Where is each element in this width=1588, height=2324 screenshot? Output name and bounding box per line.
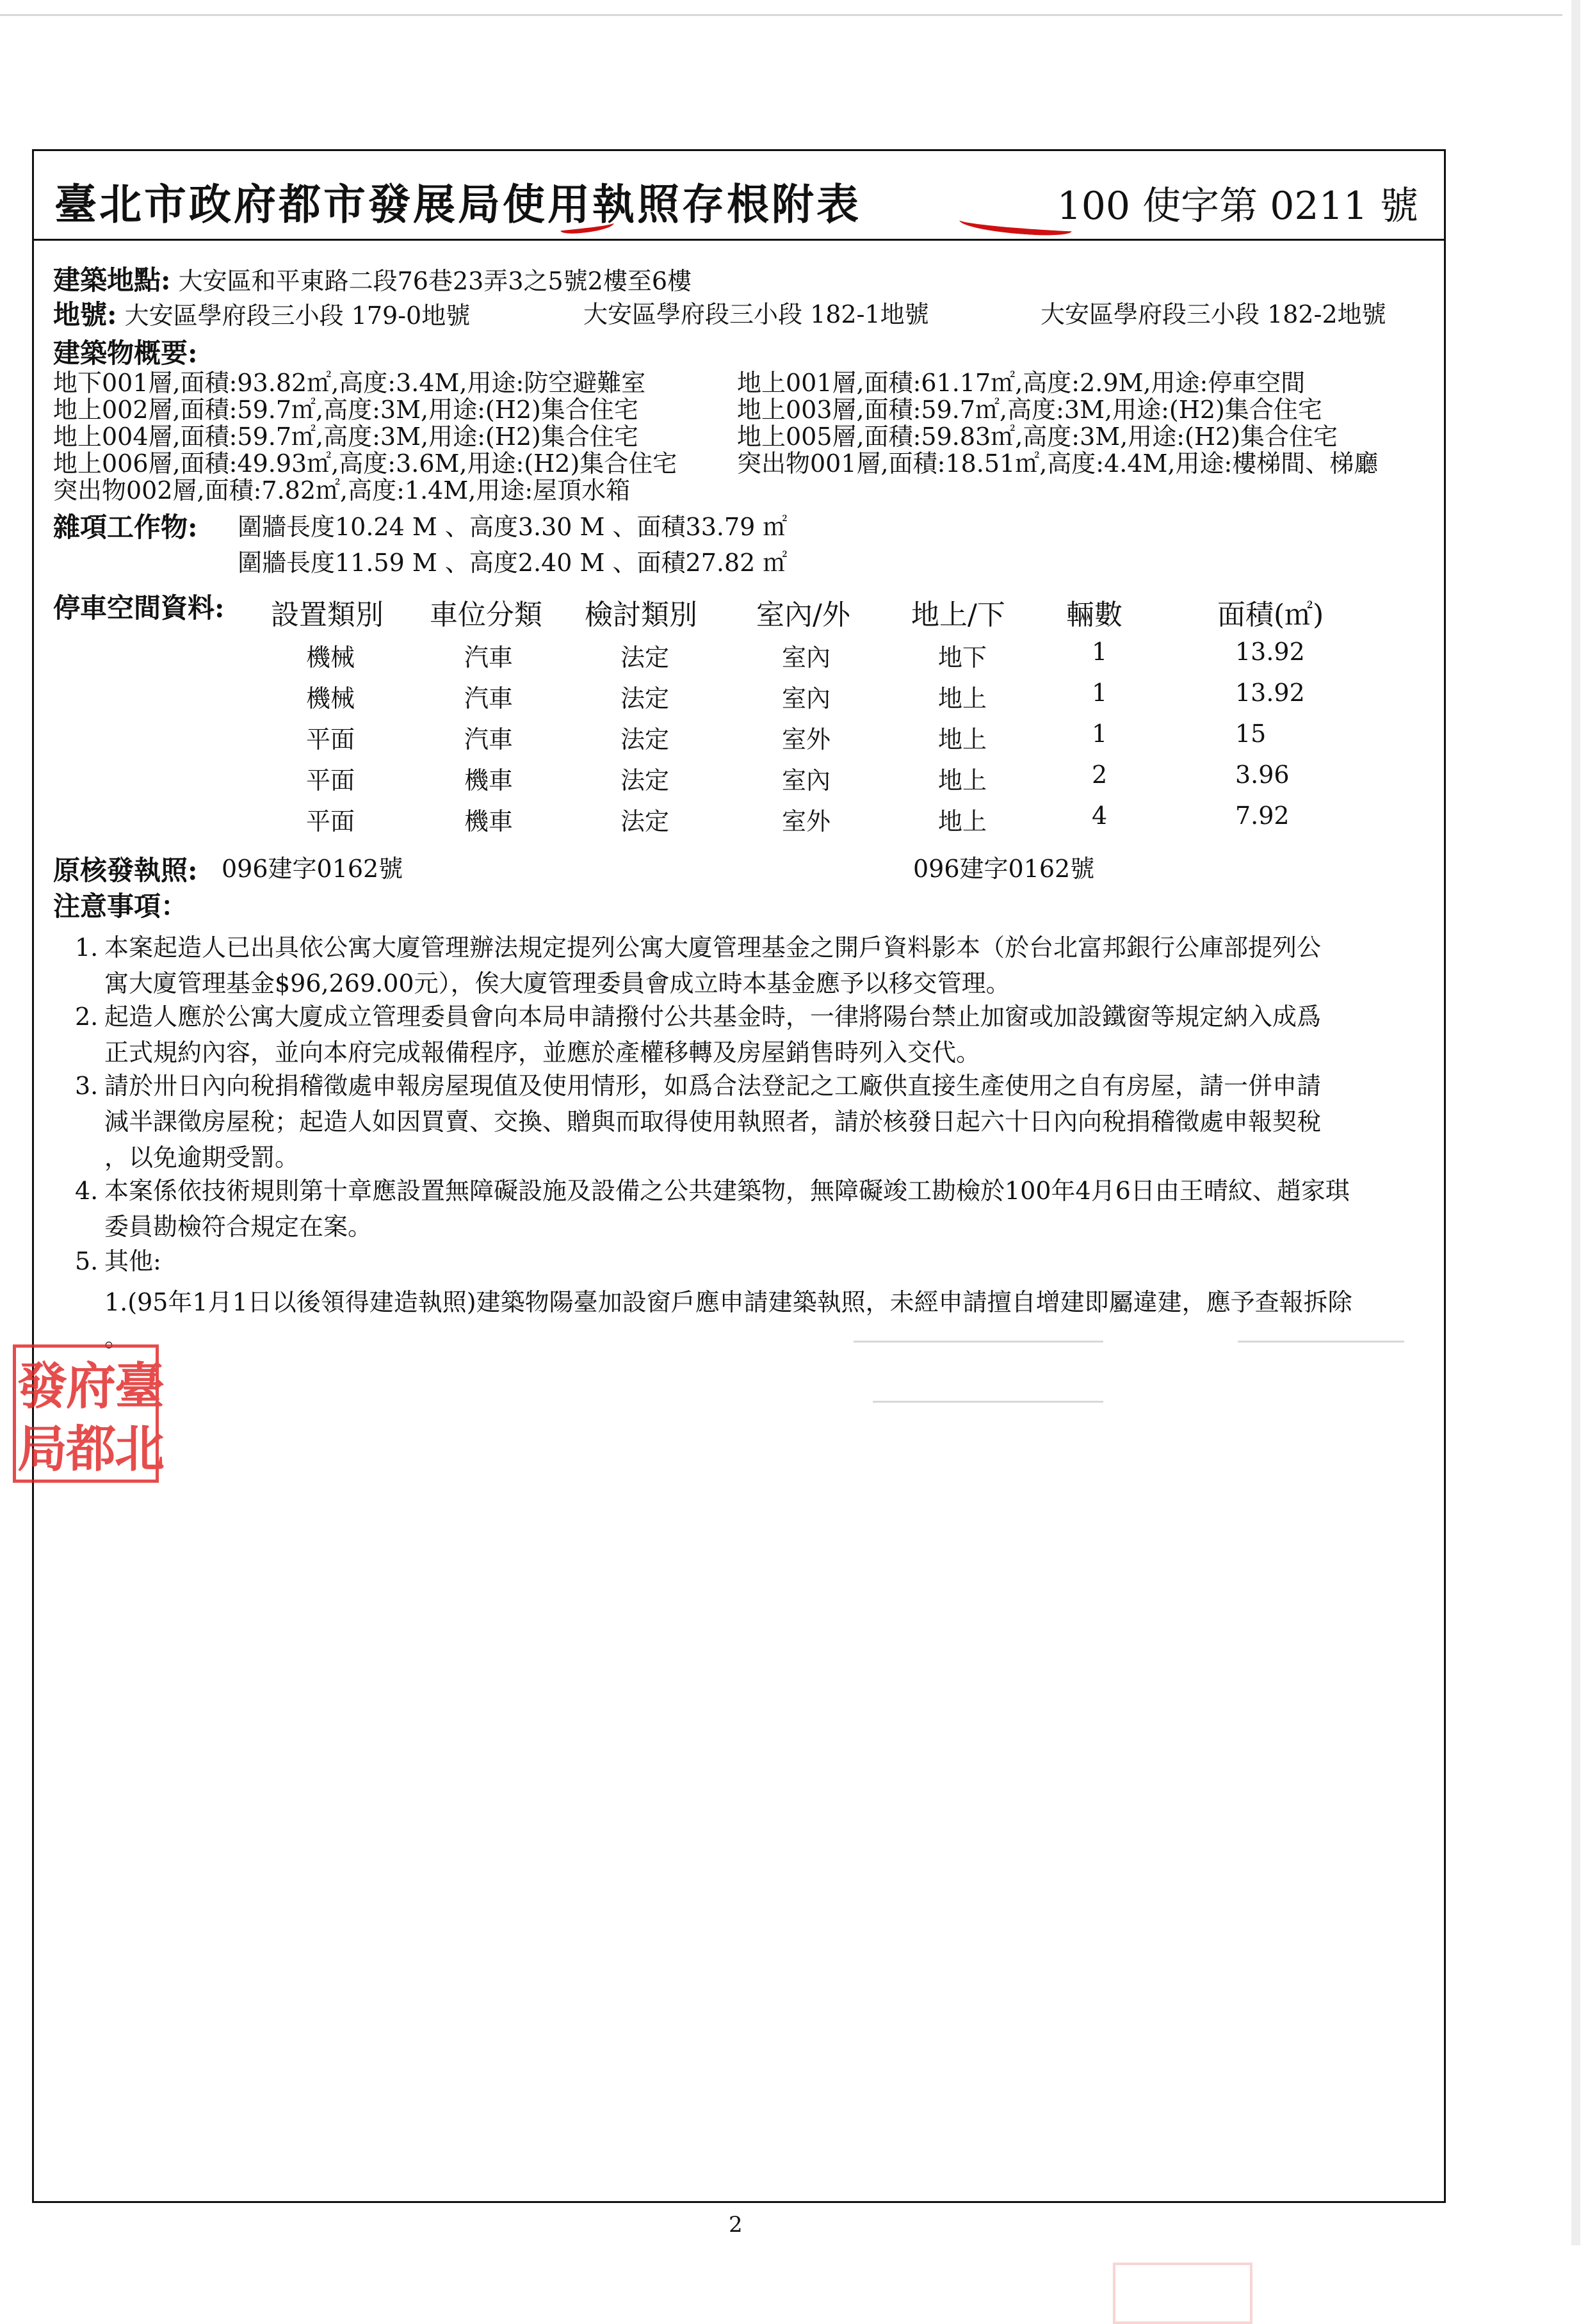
parking-cell: 機械 xyxy=(306,643,355,672)
parking-cell: 4 xyxy=(1092,802,1108,830)
parking-cell: 13.92 xyxy=(1235,638,1305,666)
parking-cell: 平面 xyxy=(306,725,355,754)
summary-left-5: 突出物002層,面積:7.82㎡,高度:1.4M,用途:屋頂水箱 xyxy=(53,476,631,504)
summary-right-1: 地上001層,面積:61.17㎡,高度:2.9M,用途:停車空間 xyxy=(737,369,1306,397)
parking-header: 檢討類別 xyxy=(585,599,697,631)
note-line: 1.(95年1月1日以後領得建造執照)建築物陽臺加設窗戶應申請建築執照，未經申請擅自增建即屬違建，應予查報拆除 xyxy=(104,1288,1352,1316)
seal-char: 臺 xyxy=(115,1357,165,1416)
show-through-mark xyxy=(873,1401,1103,1403)
original-permit-label: 原核發執照: xyxy=(53,855,198,886)
note-line: 起造人應於公寓大廈成立管理委員會向本局申請撥付公共基金時，一律將陽台禁止加窗或加設鐵窗等規定納入成爲 xyxy=(104,1003,1322,1031)
document-title: 臺北市政府都市發展局使用執照存根附表 xyxy=(54,179,861,229)
official-seal xyxy=(13,1344,165,1483)
seal-char: 府 xyxy=(66,1357,117,1416)
parking-cell: 室外 xyxy=(782,807,831,835)
scan-edge-top xyxy=(0,14,1562,16)
misc-work-2: 圍牆長度11.59 M 、高度2.40 M 、面積27.82 ㎡ xyxy=(238,549,788,577)
faint-stamp-mark xyxy=(1113,2263,1252,2324)
parking-header: 車位分類 xyxy=(430,599,542,631)
scan-edge-right xyxy=(1571,0,1580,2245)
lot-label: 地號: xyxy=(53,299,117,330)
summary-right-2: 地上003層,面積:59.7㎡,高度:3M,用途:(H2)集合住宅 xyxy=(737,396,1322,424)
note-line: 本案係依技術規則第十章應設置無障礙設施及設備之公共建築物，無障礙竣工勘檢於100年4月6日由王晴紋、趙家琪 xyxy=(104,1177,1350,1205)
note-line: 。 xyxy=(104,1324,129,1352)
parking-header: 室內/外 xyxy=(756,599,850,631)
summary-left-4: 地上006層,面積:49.93㎡,高度:3.6M,用途:(H2)集合住宅 xyxy=(53,449,677,478)
parking-cell: 機車 xyxy=(464,766,514,795)
parking-header: 面積(㎡) xyxy=(1217,599,1324,631)
lot-3: 大安區學府段三小段 182-2地號 xyxy=(1041,300,1386,328)
note-line: 減半課徵房屋稅；起造人如因買賣、交換、贈與而取得使用執照者，請於核發日起六十日內向稅捐稽徵處申報契稅 xyxy=(104,1108,1322,1136)
location-value: 大安區和平東路二段76巷23弄3之5號2樓至6樓 xyxy=(178,267,692,295)
summary-left-3: 地上004層,面積:59.7㎡,高度:3M,用途:(H2)集合住宅 xyxy=(53,423,638,451)
parking-cell: 法定 xyxy=(620,807,670,835)
parking-cell: 13.92 xyxy=(1235,679,1305,707)
parking-cell: 2 xyxy=(1092,761,1108,789)
parking-cell: 汽車 xyxy=(464,643,514,672)
parking-header: 設置類別 xyxy=(271,599,384,631)
note-line: 寓大廈管理基金$96,269.00元），俟大廈管理委員會成立時本基金應予以移交管理。 xyxy=(104,969,1010,997)
parking-cell: 地上 xyxy=(938,684,987,713)
parking-cell: 地上 xyxy=(938,766,987,795)
parking-cell: 1 xyxy=(1092,720,1108,748)
show-through-mark xyxy=(1238,1341,1404,1343)
seal-char: 北 xyxy=(115,1420,165,1478)
building-summary-label: 建築物概要: xyxy=(53,337,198,369)
parking-cell: 機車 xyxy=(464,807,514,835)
parking-cell: 法定 xyxy=(620,725,670,754)
seal-char: 都 xyxy=(66,1420,117,1478)
note-line: 其他: xyxy=(104,1247,161,1275)
parking-cell: 室內 xyxy=(782,684,831,713)
misc-work-1: 圍牆長度10.24 M 、高度3.30 M 、面積33.79 ㎡ xyxy=(238,513,788,541)
note-line: 本案起造人已出具依公寓大廈管理辦法規定提列公寓大廈管理基金之開戶資料影本（於台北富邦銀行公庫部提列公 xyxy=(104,933,1322,962)
note-number: 5. xyxy=(75,1247,99,1275)
summary-left-2: 地上002層,面積:59.7㎡,高度:3M,用途:(H2)集合住宅 xyxy=(53,396,638,424)
parking-cell: 法定 xyxy=(620,766,670,795)
parking-cell: 室外 xyxy=(782,725,831,754)
parking-cell: 法定 xyxy=(620,684,670,713)
note-number: 3. xyxy=(75,1072,99,1100)
permit-number: 100 使字第 0211 號 xyxy=(1057,184,1418,229)
parking-header: 地上/下 xyxy=(911,599,1005,631)
parking-cell: 機械 xyxy=(306,684,355,713)
parking-cell: 汽車 xyxy=(464,725,514,754)
title-row xyxy=(34,151,1444,241)
lot-2: 大安區學府段三小段 182-1地號 xyxy=(583,300,929,328)
parking-header: 輛數 xyxy=(1066,599,1122,631)
note-number: 1. xyxy=(75,933,99,962)
parking-cell: 地上 xyxy=(938,725,987,754)
note-number: 2. xyxy=(75,1003,99,1031)
note-sub-item xyxy=(104,1284,1455,1356)
note-line: 委員勘檢符合規定在案。 xyxy=(104,1213,373,1241)
parking-cell: 3.96 xyxy=(1235,761,1290,789)
summary-left-1: 地下001層,面積:93.82㎡,高度:3.4M,用途:防空避難室 xyxy=(53,369,646,397)
original-permit-2: 096建字0162號 xyxy=(913,855,1095,883)
show-through-mark xyxy=(854,1341,1103,1343)
location-label: 建築地點: xyxy=(53,264,171,296)
seal-char: 發 xyxy=(17,1357,68,1416)
parking-cell: 7.92 xyxy=(1235,802,1290,830)
parking-label: 停車空間資料: xyxy=(53,592,225,624)
parking-cell: 地下 xyxy=(938,643,987,672)
red-underline-mark xyxy=(959,214,1072,238)
document-frame xyxy=(32,149,1446,2203)
note-line: ，以免逾期受罰。 xyxy=(104,1143,300,1172)
original-permit-1: 096建字0162號 xyxy=(222,855,403,883)
parking-cell: 室內 xyxy=(782,643,831,672)
seal-char: 局 xyxy=(17,1420,68,1478)
parking-cell: 1 xyxy=(1092,638,1108,666)
note-line: 請於卅日內向稅捐稽徵處申報房屋現值及使用情形，如爲合法登記之工廠供直接生產使用之自有房屋，請一併申請 xyxy=(104,1072,1322,1100)
page-number: 2 xyxy=(729,2212,743,2238)
summary-right-3: 地上005層,面積:59.83㎡,高度:3M,用途:(H2)集合住宅 xyxy=(737,423,1338,451)
parking-cell: 法定 xyxy=(620,643,670,672)
note-number: 4. xyxy=(75,1177,99,1205)
notes-label: 注意事項： xyxy=(53,891,188,922)
note-line: 正式規約內容，並向本府完成報備程序，並應於產權移轉及房屋銷售時列入交代。 xyxy=(104,1038,981,1067)
lot-1: 大安區學府段三小段 179-0地號 xyxy=(124,302,471,330)
parking-cell: 15 xyxy=(1235,720,1267,748)
parking-cell: 室內 xyxy=(782,766,831,795)
parking-cell: 地上 xyxy=(938,807,987,835)
parking-cell: 平面 xyxy=(306,807,355,835)
misc-works-label: 雜項工作物: xyxy=(53,512,198,543)
summary-right-4: 突出物001層,面積:18.51㎡,高度:4.4M,用途:樓梯間、梯廳 xyxy=(737,449,1379,478)
parking-cell: 平面 xyxy=(306,766,355,795)
parking-cell: 汽車 xyxy=(464,684,514,713)
parking-cell: 1 xyxy=(1092,679,1108,707)
